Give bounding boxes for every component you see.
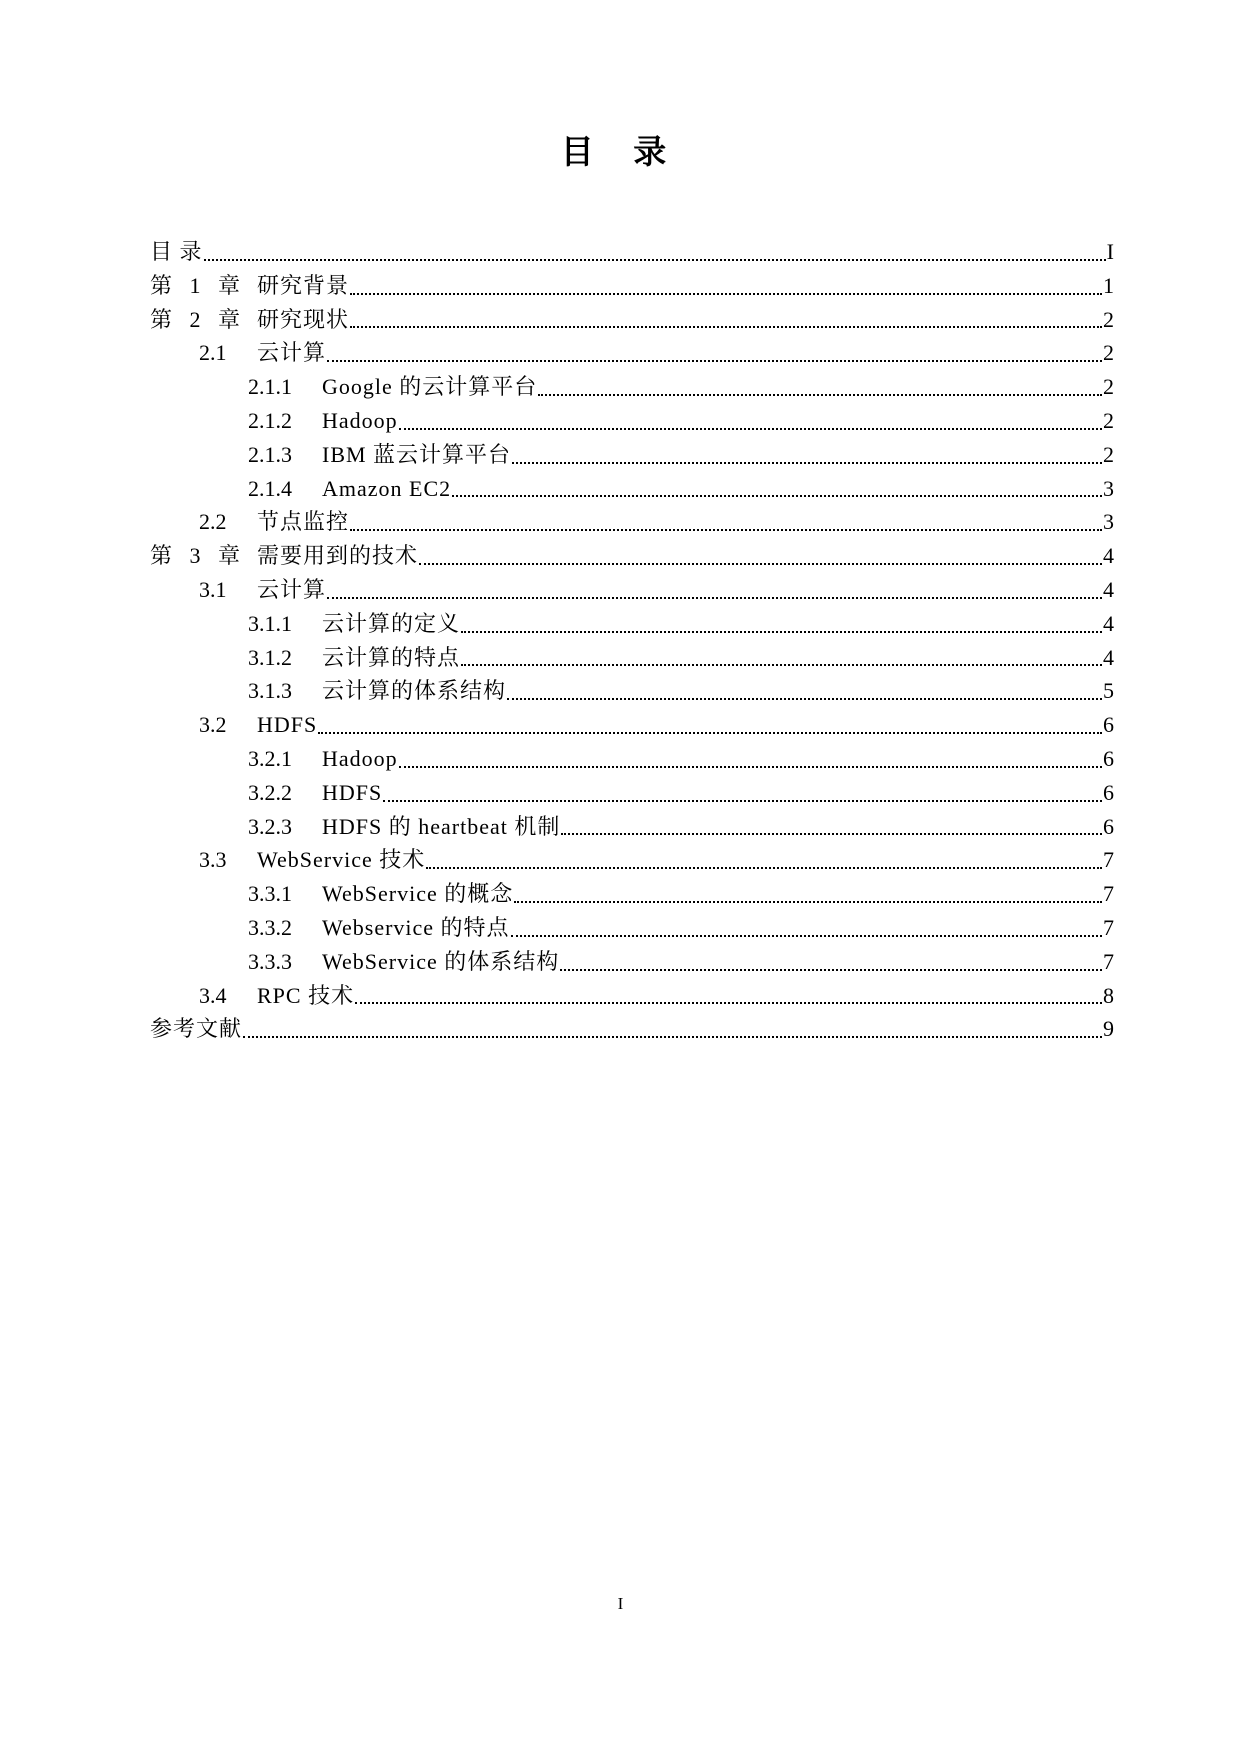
toc-dot-leader — [507, 686, 1102, 708]
toc-entry[interactable] — [150, 269, 1114, 303]
toc-entry[interactable] — [150, 810, 1114, 844]
toc-entry-number: 3.3.2 — [248, 914, 292, 940]
toc-entry-page-number: 8 — [1103, 982, 1114, 1008]
toc-entry[interactable] — [150, 945, 1114, 979]
toc-entry[interactable] — [150, 472, 1114, 506]
toc-entry-page-number: 1 — [1103, 272, 1114, 298]
toc-dot-leader — [399, 754, 1102, 776]
toc-entry-title: 目 录 — [150, 239, 203, 264]
toc-entry-page-number: 7 — [1103, 847, 1114, 873]
toc-entry[interactable] — [150, 911, 1114, 945]
toc-entry-number: 2.1.3 — [248, 441, 292, 467]
toc-entry[interactable] — [150, 674, 1114, 708]
toc-entry-number: 3.1.2 — [248, 644, 292, 670]
toc-entry[interactable] — [150, 336, 1114, 370]
toc-entry[interactable] — [150, 1012, 1114, 1046]
toc-entry[interactable] — [150, 539, 1114, 573]
toc-entry-title: WebService 的体系结构 — [322, 948, 560, 974]
toc-entry-page-number: 5 — [1103, 678, 1114, 704]
toc-entry-title: 云计算 — [257, 576, 327, 602]
toc-entry-title: WebService 技术 — [257, 847, 426, 873]
toc-entry[interactable] — [150, 641, 1114, 675]
toc-entry-page-number: 6 — [1103, 779, 1114, 805]
toc-dot-leader — [419, 551, 1102, 573]
toc-entry-page-number: 2 — [1103, 407, 1114, 433]
toc-entry-page-number: I — [1106, 239, 1114, 264]
toc-entry-page-number: 4 — [1103, 576, 1114, 602]
toc-entry-title: HDFS 的 heartbeat 机制 — [322, 813, 561, 839]
page-number-footer: I — [617, 1594, 624, 1613]
toc-dot-leader — [327, 348, 1102, 370]
toc-dot-leader — [461, 652, 1102, 674]
toc-entry-number: 2.1.1 — [248, 374, 292, 400]
toc-entry-number: 第 3 章 — [150, 543, 247, 569]
toc-entry-title: Hadoop — [322, 745, 398, 771]
toc-dot-leader — [461, 619, 1102, 641]
toc-entry-number: 3.1.3 — [248, 678, 292, 704]
toc-entry-number: 2.1.4 — [248, 475, 292, 501]
toc-entry-number: 3.3.3 — [248, 948, 292, 974]
toc-entry[interactable] — [150, 235, 1114, 269]
toc-entry-title: 云计算 — [257, 340, 327, 366]
toc-entry-title: RPC 技术 — [257, 982, 355, 1008]
toc-entry-title: 研究现状 — [257, 306, 350, 332]
toc-entry[interactable] — [150, 877, 1114, 911]
toc-dot-leader — [243, 1024, 1102, 1046]
toc-dot-leader — [350, 517, 1102, 539]
toc-entry-title: IBM 蓝云计算平台 — [322, 441, 512, 467]
toc-entry-page-number: 4 — [1103, 543, 1114, 569]
toc-entry-page-number: 3 — [1103, 475, 1114, 501]
toc-entry-number: 3.2 — [199, 712, 227, 738]
toc-dot-leader — [512, 450, 1102, 472]
table-of-contents — [150, 235, 1114, 1046]
toc-entry-title: Amazon EC2 — [322, 475, 452, 501]
toc-dot-leader — [561, 821, 1102, 843]
toc-dot-leader — [452, 483, 1102, 505]
toc-entry-page-number: 6 — [1103, 813, 1114, 839]
toc-entry[interactable] — [150, 505, 1114, 539]
toc-entry-title: 节点监控 — [257, 509, 350, 535]
toc-entry-number: 3.2.3 — [248, 813, 292, 839]
toc-entry-page-number: 7 — [1103, 881, 1114, 907]
toc-entry[interactable] — [150, 303, 1114, 337]
toc-entry-page-number: 7 — [1103, 948, 1114, 974]
toc-entry-page-number: 4 — [1103, 644, 1114, 670]
toc-entry-title: WebService 的概念 — [322, 881, 514, 907]
toc-entry-title: Hadoop — [322, 407, 398, 433]
toc-entry[interactable] — [150, 742, 1114, 776]
toc-entry-number: 2.1 — [199, 340, 227, 366]
toc-entry-title: 需要用到的技术 — [257, 543, 419, 569]
toc-dot-leader — [560, 957, 1102, 979]
toc-entry-page-number: 2 — [1103, 340, 1114, 366]
toc-dot-leader — [426, 855, 1102, 877]
toc-entry-number: 第 1 章 — [150, 272, 247, 298]
toc-entry-title: 云计算的体系结构 — [322, 678, 507, 704]
toc-dot-leader — [204, 247, 1106, 269]
toc-entry-number: 3.1.1 — [248, 610, 292, 636]
toc-dot-leader — [327, 585, 1102, 607]
toc-entry-number: 2.1.2 — [248, 407, 292, 433]
toc-entry[interactable] — [150, 979, 1114, 1013]
toc-entry-title: Google 的云计算平台 — [322, 374, 538, 400]
toc-entry[interactable] — [150, 370, 1114, 404]
toc-entry-number: 3.3 — [199, 847, 227, 873]
toc-entry-title: 云计算的定义 — [322, 610, 461, 636]
toc-dot-leader — [514, 889, 1102, 911]
toc-dot-leader — [350, 281, 1102, 303]
toc-entry-number: 3.4 — [199, 982, 227, 1008]
toc-entry-page-number: 2 — [1103, 306, 1114, 332]
toc-entry-number: 3.3.1 — [248, 881, 292, 907]
toc-entry-page-number: 4 — [1103, 610, 1114, 636]
toc-entry-number: 3.1 — [199, 576, 227, 602]
toc-entry-page-number: 9 — [1103, 1016, 1114, 1042]
toc-entry[interactable] — [150, 438, 1114, 472]
toc-entry-page-number: 6 — [1103, 745, 1114, 771]
toc-dot-leader — [383, 788, 1102, 810]
toc-entry-page-number: 2 — [1103, 374, 1114, 400]
toc-entry[interactable] — [150, 573, 1114, 607]
toc-entry-number: 第 2 章 — [150, 306, 247, 332]
toc-entry-title: HDFS — [257, 712, 318, 738]
toc-dot-leader — [355, 990, 1102, 1012]
toc-entry-title: Webservice 的特点 — [322, 914, 510, 940]
toc-dot-leader — [318, 720, 1102, 742]
toc-entry-page-number: 7 — [1103, 914, 1114, 940]
page-title: 目 录 — [560, 132, 681, 171]
toc-dot-leader — [538, 382, 1102, 404]
toc-entry-title: 研究背景 — [257, 272, 350, 298]
toc-entry[interactable] — [150, 776, 1114, 810]
toc-dot-leader — [350, 314, 1102, 336]
toc-entry-title: HDFS — [322, 779, 383, 805]
toc-entry[interactable] — [150, 843, 1114, 877]
toc-entry[interactable] — [150, 404, 1114, 438]
toc-dot-leader — [399, 416, 1102, 438]
toc-entry-number: 3.2.2 — [248, 779, 292, 805]
toc-entry-number: 3.2.1 — [248, 745, 292, 771]
toc-entry-title: 云计算的特点 — [322, 644, 461, 670]
toc-entry[interactable] — [150, 607, 1114, 641]
toc-entry[interactable] — [150, 708, 1114, 742]
toc-entry-number: 2.2 — [199, 509, 227, 535]
toc-entry-page-number: 2 — [1103, 441, 1114, 467]
toc-entry-title: 参考文献 — [150, 1016, 243, 1042]
toc-dot-leader — [511, 923, 1102, 945]
toc-entry-page-number: 6 — [1103, 712, 1114, 738]
toc-entry-page-number: 3 — [1103, 509, 1114, 535]
